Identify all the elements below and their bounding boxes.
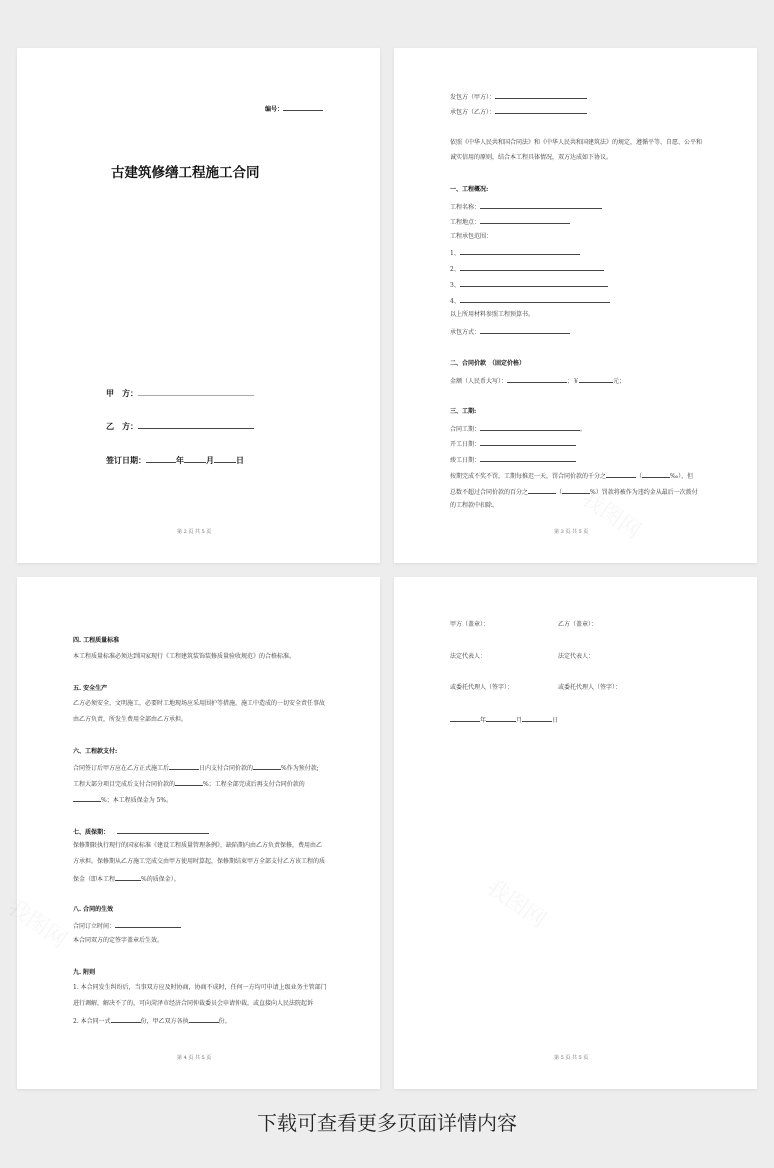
scope-item: 2、 bbox=[450, 264, 604, 274]
section-text: 本工程质量标准必须达到国家现行《工程建筑装饰装修质量验收规范》的合格标准。 bbox=[73, 653, 296, 660]
section-text: 1. 本合同发生纠纷后，当事双方应及时协商，协商不成时，任何一方均可申请上级业务主管部门 bbox=[73, 984, 327, 991]
section-text: 保修期限执行现行的国家标准《建设工程质量管理条例》，缺陷期内由乙方负责保修，费用由乙 bbox=[73, 842, 323, 849]
party-b-field: 乙 方： bbox=[106, 419, 254, 431]
page-footer: 第 3 页 共 5 页 bbox=[554, 529, 589, 535]
party-a-seal: 甲方（盖章）： bbox=[450, 621, 490, 628]
section-text: %；本工程质保金为 5%。 bbox=[73, 795, 172, 805]
project-location-field: 工程地点： bbox=[450, 217, 570, 227]
sign-date-field: 年 月 日 bbox=[450, 715, 558, 725]
contract-method-field: 承包方式： bbox=[450, 327, 570, 337]
scope-item: 4、 bbox=[450, 296, 610, 306]
section-text: 乙方必须安全、文明施工，必要时工地现场应采用围护等措施，施工中造成的一切安全责任事故 bbox=[73, 700, 326, 707]
contract-page-3 bbox=[394, 48, 757, 563]
contract-number-field: 编号： bbox=[265, 104, 323, 114]
party-b-line: 承包方（乙方）： bbox=[450, 107, 587, 117]
party-b-representative: 法定代表人： bbox=[558, 653, 595, 660]
contract-cover-page bbox=[17, 48, 380, 563]
sign-date-field: 签订日期： 年 月 日 bbox=[106, 455, 244, 465]
section-text: 进行调解，解决不了的，可向菏泽市经济合同仲裁委员会申请仲裁，或直接向人民法院起诉 bbox=[73, 1000, 314, 1007]
party-a-line: 发包方（甲方）： bbox=[450, 92, 587, 102]
section-title: 二、合同价款 （固定价格） bbox=[450, 360, 526, 367]
section-text: 由乙方负责，所发生费用全部由乙方承担。 bbox=[73, 716, 188, 723]
scope-item: 3、 bbox=[450, 280, 608, 290]
section-title: 六、工程款支付: bbox=[73, 748, 118, 755]
party-b-agent: 或委托代理人（签字）： bbox=[558, 684, 622, 691]
section-text: 保金（即本工程 %的质保金）。 bbox=[73, 876, 180, 883]
section-text: 2. 本合同一式 份，甲乙双方各执 份。 bbox=[73, 1018, 231, 1025]
party-b-seal: 乙方（盖章）： bbox=[558, 621, 598, 628]
section-title: 七、质保期： bbox=[73, 827, 209, 837]
section-title: 三、工期: bbox=[450, 408, 477, 415]
project-scope-label: 工程承包范围： bbox=[450, 233, 493, 240]
download-caption: 下载可查看更多页面详情内容 bbox=[257, 1111, 517, 1135]
page-title: 古建筑修缮工程施工合同 bbox=[111, 165, 260, 181]
contract-page-4 bbox=[17, 577, 380, 1089]
watermark bbox=[481, 871, 553, 934]
amount-field: 金额（人民币大写）： ；￥ 元； bbox=[450, 378, 626, 385]
section-text: 合同签订后甲方应在乙方正式施工后 日内支付合同价款的 %作为预付款; bbox=[73, 765, 319, 772]
project-name-field: 工程名称： bbox=[450, 202, 602, 212]
intro-text: 依照《中华人民共和国合同法》和《中华人民共和国建筑法》的规定，遵循平等、自愿、公平和 bbox=[450, 139, 703, 146]
penalty-text: 按期完成不奖不罚，工期每推迟一天，罚合同价款的千分之 （ ‰），但 bbox=[450, 473, 694, 480]
section-title: 九. 附则 bbox=[73, 969, 96, 976]
party-a-field: 甲 方： bbox=[106, 386, 254, 398]
page-footer: 第 4 页 共 5 页 bbox=[177, 1055, 212, 1061]
finish-date-field: 竣工日期： bbox=[450, 455, 576, 465]
page-footer: 第 5 页 共 5 页 bbox=[554, 1055, 589, 1061]
watermark bbox=[2, 891, 74, 954]
section-text: 工程大部分项目完成后支付合同价款的 %；工程全部完成后再支付合同价款的 bbox=[73, 781, 305, 788]
scope-item: 1、 bbox=[450, 248, 580, 258]
section-text: 本合同双方的定签字盖章后生效。 bbox=[73, 937, 164, 944]
start-date-field: 开工日期： bbox=[450, 439, 576, 449]
section-title: 一、工程概况: bbox=[450, 186, 489, 193]
party-a-agent: 或委托代理人（签字）： bbox=[450, 684, 514, 691]
section-text: 合同订立时间： bbox=[73, 921, 181, 931]
penalty-text: 的工程款中扣除。 bbox=[450, 502, 499, 509]
section-text: 方承担。保修期从乙方施工完成交由甲方使用时算起，保修期结束甲方全部支付乙方该工程的质 bbox=[73, 858, 326, 865]
page-footer: 第 2 页 共 5 页 bbox=[177, 529, 212, 535]
section-title: 五. 安全生产 bbox=[73, 685, 108, 692]
materials-note: 以上所用材料参照工程预算书。 bbox=[450, 311, 535, 318]
section-title: 四. 工程质量标准 bbox=[73, 637, 120, 644]
duration-field: 合同工期： 。 bbox=[450, 426, 587, 433]
intro-text: 诚实信用的原则，结合本工程具体情况，双方达成如下协议。 bbox=[450, 154, 613, 161]
section-title: 八. 合同的生效 bbox=[73, 906, 114, 913]
party-a-representative: 法定代表人： bbox=[450, 653, 487, 660]
contract-signature-page bbox=[394, 577, 757, 1089]
penalty-text: 总数不超过合同价款的百分之 （ %）罚款将被作为违约金从最后一次拨付 bbox=[450, 489, 698, 496]
